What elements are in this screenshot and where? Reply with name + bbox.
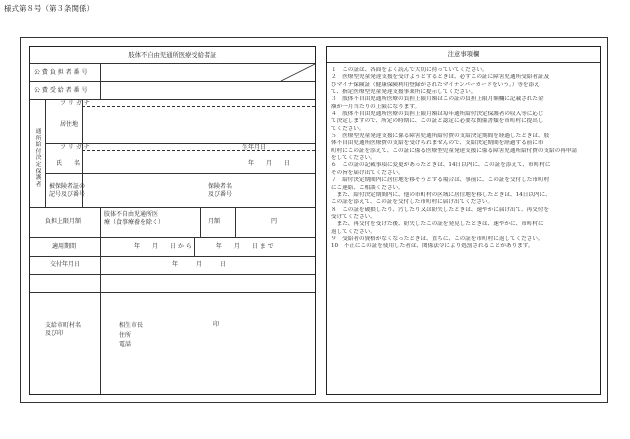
note-line: ４ 肢体不自由児通所医療の負担上限月額は毎年通所給付決定保護者の収入等に応じ (331, 111, 544, 118)
municipality-info: 相生市長 住所 電話 (119, 322, 144, 348)
note-line: また、再交付を受けた後、紛失したこの証を発見したときは、速やかに、市町村に (331, 221, 544, 228)
issue-date-label: 交付年月日 (50, 261, 81, 268)
limit-description: 肢体不自由児通所医 療（食事療養を除く） (104, 211, 165, 226)
note-line: ３ 肢体不自由児通所医療の負担上限月額はこの証の負担上限月額欄に記載された金 (331, 96, 544, 103)
note-line: 10 不正にこの証を使用した者は、関係法令により処罰されることがあります。 (331, 243, 534, 250)
note-line: 町村にこの証を添えて、この証に係る医療型児童発達支援に係る障害児通所給付費の支給の再申請 (331, 147, 578, 154)
note-line: 返してください。 (331, 228, 376, 235)
note-line: この証を添えて、この証を交付した市町村に届け出てください。 (331, 199, 494, 206)
note-line: 体不自由児通所医療費の支給を受けられませんので、支給決定期間を経過する前に市 (331, 140, 544, 147)
note-line: また、給付決定期間内に、他の市町村の区域に居住地を移したときは、14日以内に、 (331, 191, 551, 198)
note-line: ９ 受給者の資格がなくなったときは、直ちに、この証を市町村に返してください。 (331, 235, 544, 242)
note-line: てください。 (331, 125, 365, 132)
birth-date-label: 生年月日 (242, 144, 267, 151)
note-line: １ この証は、各面をよく読んで大切に持っていてください。 (331, 67, 488, 73)
guardian-section-label: 通 所 給 付 決 定 保 護 者 (35, 129, 42, 188)
certificate-panel (29, 46, 316, 395)
certificate-title: 肢体不自由児通所医療受給者証 (128, 52, 217, 59)
insurance-symbol-label: 被保険者証の 記号及び番号 (49, 183, 86, 198)
furigana-label: フ リ ガ ナ (60, 100, 90, 107)
note-line: 額が一月当たりの上限になります。 (331, 103, 421, 110)
note-line: 受けてください。 (331, 213, 376, 220)
note-line: ８ この証を破損したり、汚したり又は紛失したときは、速やかに届け出て、再交付を (331, 206, 550, 213)
note-line: ６ この証の記載事項に変更があったときは、14日以内に、この証を添えて、市町村に (331, 162, 551, 169)
note-line: ２ 医療型児童発達支援を受けようとするときは、必ずこの証に障害児通所受給者証及 (331, 74, 550, 81)
note-line: ７ 給付決定期間内に居住地を移そうとする場合は、事前に、この証を交付した市町村 (331, 177, 550, 184)
limit-monthly-label: 月額 (208, 218, 221, 225)
notes-list (331, 67, 607, 251)
limit-label: 負担上限月額 (45, 218, 82, 225)
name-label: 氏 名 (56, 160, 81, 167)
note-line: びマイナ保険証（健康保険利用登録がされたマイナンバーカードをいう。）等を添え (331, 81, 540, 88)
note-line: にご連絡、ご相談ください。 (331, 184, 404, 191)
address-label: 居住地 (60, 121, 79, 128)
period-label: 適用期間 (52, 243, 77, 250)
note-line: をしてください。 (331, 155, 376, 162)
recipient-number-label: 公 費 受 給 者 番 号 (34, 87, 88, 94)
birth-date-value: 年 月 日 (248, 160, 291, 167)
municipality-label: 支給市町村名 及び印 (45, 322, 82, 337)
period-value: 年 月 日 か ら 年 月 日 ま で (134, 243, 274, 250)
notes-title: 注意事項欄 (447, 51, 480, 58)
payer-number-label: 公 費 負 担 者 番 号 (34, 69, 88, 76)
form-number: 様式第８号（第３条関係） (4, 4, 94, 13)
limit-yen-unit: 円 (271, 218, 278, 225)
furigana-label: フ リ ガ ナ (60, 144, 90, 151)
note-line: その旨を届け出てください。 (331, 169, 404, 176)
note-line: て決定しますので、所定の時期に、この証と認定に必要な関係書類を市町村に提出し (331, 118, 544, 125)
note-line: て、指定医療型児童発達支援事業所に提示してください。 (331, 89, 477, 96)
seal-mark: 印 (213, 321, 220, 328)
issue-date-value: 年 月 日 (172, 261, 227, 268)
note-line: ５ 医療型児童発達支援に係る障害児通所給付費の支給決定期間を経過したときは、肢 (331, 133, 550, 140)
insurer-name-label: 保険者名 及び番号 (208, 183, 233, 198)
